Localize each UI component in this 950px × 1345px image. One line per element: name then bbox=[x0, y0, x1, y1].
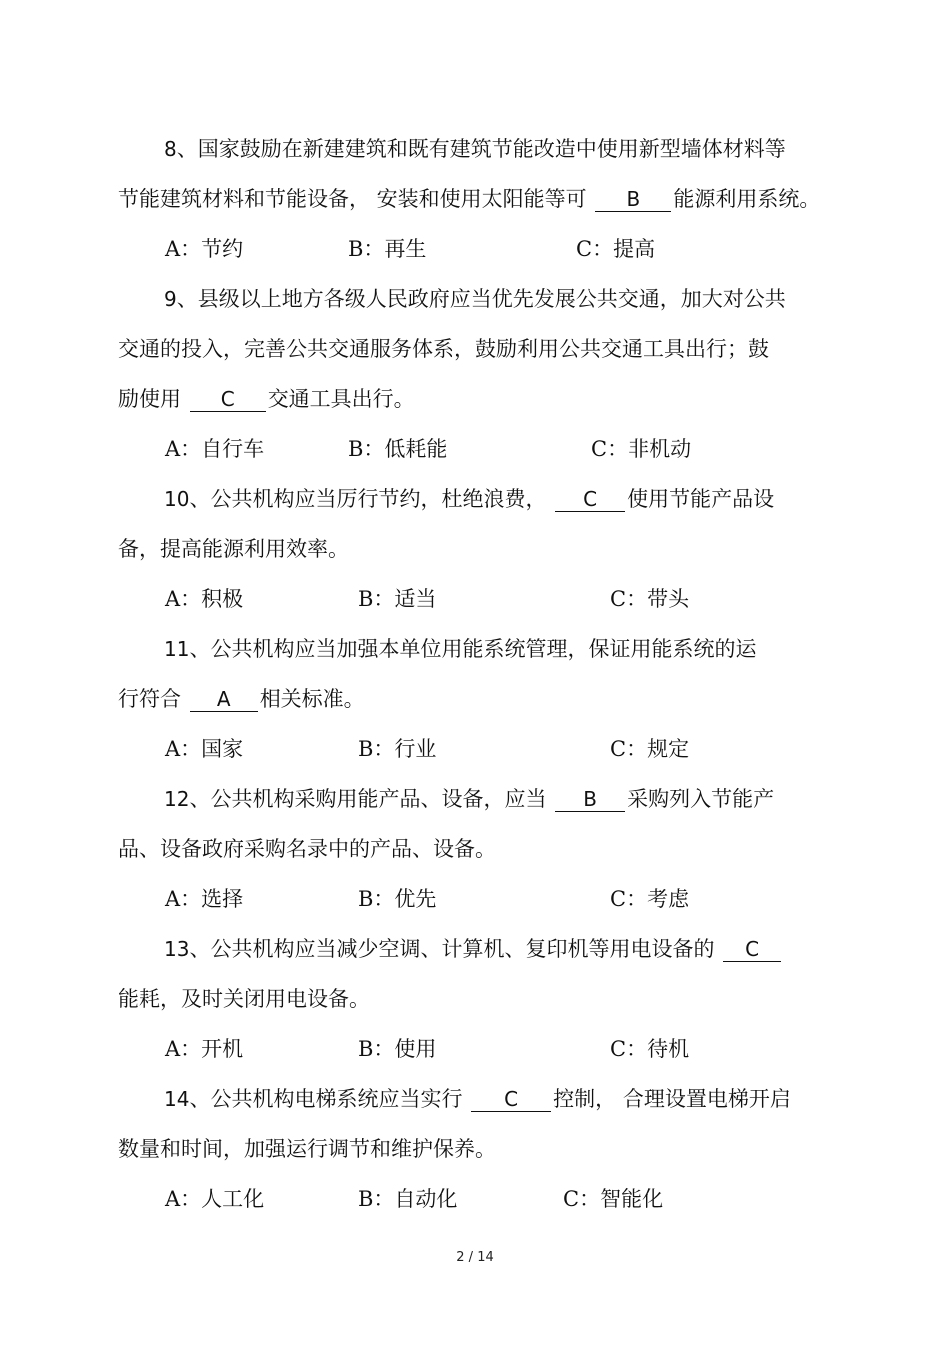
question-number: 8 bbox=[164, 137, 177, 161]
question-10-line-1 bbox=[164, 485, 774, 513]
question-text: 相关标准。 bbox=[259, 687, 365, 711]
option-a: A：节约 bbox=[165, 237, 244, 261]
question-9-line-2 bbox=[118, 335, 769, 363]
question-text: 行符合 bbox=[118, 687, 188, 711]
question-text: 采购列入节能产 bbox=[627, 787, 775, 811]
answer-blank: C bbox=[555, 487, 625, 512]
option-c: C：非机动 bbox=[591, 437, 692, 461]
option-c: C：待机 bbox=[610, 1037, 690, 1061]
option-b: B：行业 bbox=[358, 737, 437, 761]
option-b: B：低耗能 bbox=[348, 437, 448, 461]
option-c: C：智能化 bbox=[563, 1187, 664, 1211]
question-11-line-2 bbox=[118, 685, 365, 713]
question-text: 、县级以上地方各级人民政府应当优先发展公共交通，加大对公共 bbox=[176, 287, 786, 311]
option-b: B：适当 bbox=[358, 587, 437, 611]
question-text: 、公共机构应当加强本单位用能系统管理，保证用能系统的运 bbox=[189, 637, 757, 661]
question-text: 节能建筑材料和节能设备， 安装和使用太阳能等可 bbox=[118, 187, 594, 211]
question-text: 、公共机构应当减少空调、计算机、复印机等用电设备的 bbox=[189, 937, 722, 961]
question-text: 、国家鼓励在新建建筑和既有建筑节能改造中使用新型墙体材料等 bbox=[176, 137, 786, 161]
question-9-line-3 bbox=[118, 385, 415, 413]
question-10-line-2 bbox=[118, 535, 349, 563]
option-c: C：带头 bbox=[610, 587, 690, 611]
question-text: 励使用 bbox=[118, 387, 188, 411]
answer-blank: C bbox=[471, 1087, 551, 1112]
answer-blank: C bbox=[723, 937, 781, 962]
option-c: C：提高 bbox=[576, 237, 656, 261]
question-11-line-1 bbox=[164, 635, 756, 663]
option-c: C：考虑 bbox=[610, 887, 690, 911]
question-number: 11 bbox=[164, 637, 190, 661]
question-number: 10 bbox=[164, 487, 190, 511]
option-c: C：规定 bbox=[610, 737, 690, 761]
page-total: 14 bbox=[477, 1250, 494, 1265]
question-8-line-2 bbox=[118, 185, 820, 213]
question-text: 交通的投入，完善公共交通服务体系，鼓励利用公共交通工具出行；鼓 bbox=[118, 337, 769, 361]
answer-blank: C bbox=[190, 387, 266, 412]
question-text: 、公共机构应当厉行节约，杜绝浪费， bbox=[189, 487, 554, 511]
question-text: 使用节能产品设 bbox=[627, 487, 775, 511]
answer-blank: B bbox=[555, 787, 625, 812]
question-text: 品、设备政府采购名录中的产品、设备。 bbox=[118, 837, 496, 861]
question-number: 12 bbox=[164, 787, 190, 811]
answer-blank: A bbox=[190, 687, 258, 712]
question-8-line-1 bbox=[164, 135, 786, 163]
answer-blank: B bbox=[595, 187, 671, 212]
question-text: 能源利用系统。 bbox=[673, 187, 821, 211]
question-number: 13 bbox=[164, 937, 190, 961]
option-a: A：选择 bbox=[165, 887, 244, 911]
question-9-line-1 bbox=[164, 285, 786, 313]
question-number: 9 bbox=[164, 287, 177, 311]
question-13-line-1 bbox=[164, 935, 783, 963]
page-separator: / bbox=[468, 1250, 474, 1265]
option-a: A：国家 bbox=[165, 737, 244, 761]
question-13-line-2 bbox=[118, 985, 370, 1013]
option-a: A：开机 bbox=[165, 1037, 244, 1061]
question-12-line-1 bbox=[164, 785, 774, 813]
option-b: B：再生 bbox=[348, 237, 427, 261]
option-b: B：自动化 bbox=[358, 1187, 458, 1211]
question-14-line-1 bbox=[164, 1085, 791, 1113]
option-a: A：人工化 bbox=[165, 1187, 265, 1211]
option-b: B：使用 bbox=[358, 1037, 437, 1061]
page-number: 2 bbox=[456, 1250, 465, 1265]
question-14-line-2 bbox=[118, 1135, 496, 1163]
question-text: 备，提高能源利用效率。 bbox=[118, 537, 349, 561]
option-a: A：自行车 bbox=[165, 437, 265, 461]
question-text: 、公共机构电梯系统应当实行 bbox=[189, 1087, 470, 1111]
option-b: B：优先 bbox=[358, 887, 437, 911]
question-12-line-2 bbox=[118, 835, 496, 863]
question-text: 交通工具出行。 bbox=[267, 387, 415, 411]
option-a: A：积极 bbox=[165, 587, 244, 611]
question-text: 数量和时间，加强运行调节和维护保养。 bbox=[118, 1137, 496, 1161]
question-text: 能耗，及时关闭用电设备。 bbox=[118, 987, 370, 1011]
question-text: 、公共机构采购用能产品、设备，应当 bbox=[189, 787, 554, 811]
question-number: 14 bbox=[164, 1087, 190, 1111]
question-text: 控制， 合理设置电梯开启 bbox=[553, 1087, 791, 1111]
page-footer bbox=[0, 1250, 950, 1265]
